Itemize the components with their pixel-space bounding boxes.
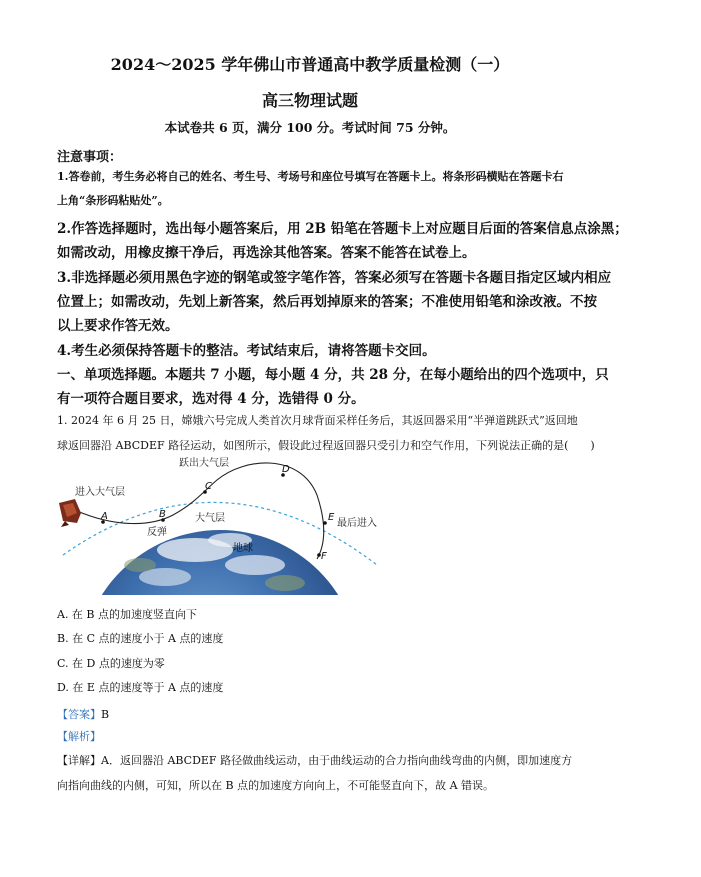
label-final-entry: 最后进入 — [337, 518, 377, 529]
label-skip-out: 跃出大气层 — [179, 458, 229, 469]
section-heading-line1: 一、单项选择题。本题共 7 小题，每小题 4 分，共 28 分，在每小题给出的四个选项中，只 — [57, 367, 609, 383]
option-a: A. 在 B 点的加速度竖直向下 — [57, 608, 198, 621]
point-a-label: A — [101, 511, 108, 522]
notice-item2-line2: 如需改动，用橡皮擦干净后，再选涂其他答案。答案不能答在试卷上。 — [57, 245, 476, 261]
notice-heading: 注意事项： — [57, 150, 123, 165]
notice-item3-line3: 以上要求作答无效。 — [57, 318, 179, 334]
option-c: C. 在 D 点的速度为零 — [57, 657, 165, 670]
label-atmosphere: 大气层 — [195, 513, 225, 524]
label-bounce: 反弹 — [147, 527, 167, 538]
option-d: D. 在 E 点的速度等于 A 点的速度 — [57, 681, 224, 694]
notice-item4: 4.考生必须保持答题卡的整洁。考试结束后，请将答题卡交回。 — [57, 343, 436, 359]
reentry-figure — [55, 455, 385, 597]
question1-line2: 球返回器沿 ABCDEF 路径运动，如图所示，假设此过程返回器只受引力和空气作用，下列说法正确的是( ) — [57, 439, 595, 452]
answer-value: B — [101, 708, 110, 721]
analysis-tag: 【解析】 — [57, 730, 101, 743]
section-heading-line2: 有一项符合题目要求，选对得 4 分，选错得 0 分。 — [57, 391, 365, 407]
paper-subtitle: 高三物理试题 — [261, 91, 358, 110]
label-earth: 地球 — [233, 543, 253, 554]
answer-tag: 【答案】 — [57, 708, 101, 721]
notice-item1-line1: 1.答卷前，考生务必将自己的姓名、考生号、考场号和座位号填写在答题卡上。将条形码横贴在答题卡右 — [57, 170, 564, 183]
detail-text-line1: A．返回器沿 ABCDEF 路径做曲线运动，由于曲线运动的合力指向曲线弯曲的内侧，即加速度方 — [101, 754, 573, 767]
notice-item2-line1: 2.作答选择题时，选出每小题答案后，用 2B 铅笔在答题卡上对应题目后面的答案信息点涂黑； — [57, 221, 628, 237]
option-b: B. 在 C 点的速度小于 A 点的速度 — [57, 632, 224, 645]
capsule-icon — [59, 499, 81, 527]
paper-info: 本试卷共 6 页，满分 100 分。考试时间 75 分钟。 — [164, 120, 456, 135]
detail-line2: 向指向曲线的内侧，可知，所以在 B 点的加速度方向向上，不可能竖直向下，故 A 错误。 — [57, 779, 495, 792]
point-e-label: E — [328, 512, 335, 523]
label-enter-atmosphere: 进入大气层 — [75, 487, 125, 498]
point-f-label: F — [321, 551, 327, 562]
notice-item3-line1: 3.非选择题必须用黑色字迹的钢笔或签字笔作答，答案必须写在答题卡各题目指定区域内相应 — [57, 270, 612, 286]
notice-item1-line2: 上角“条形码粘贴处”。 — [57, 194, 169, 207]
answer-line — [57, 703, 109, 722]
detail-line1 — [57, 752, 572, 768]
notice-item3-line2: 位置上；如需改动，先划上新答案，然后再划掉原来的答案；不准使用铅笔和涂改液。不按 — [57, 294, 597, 310]
question1-line1: 1. 2024 年 6 月 25 日，嫦娥六号完成人类首次月球背面采样任务后，其返回器采用“半弹道跳跃式”返回地 — [57, 414, 578, 427]
point-b-label: B — [159, 509, 166, 520]
point-d-label: D — [282, 464, 290, 475]
point-c-label: C — [205, 481, 212, 492]
point-e-mark — [323, 521, 327, 525]
detail-tag: 【详解】 — [57, 754, 101, 767]
paper-title: 2024～2025 学年佛山市普通高中教学质量检测（一） — [110, 55, 510, 74]
